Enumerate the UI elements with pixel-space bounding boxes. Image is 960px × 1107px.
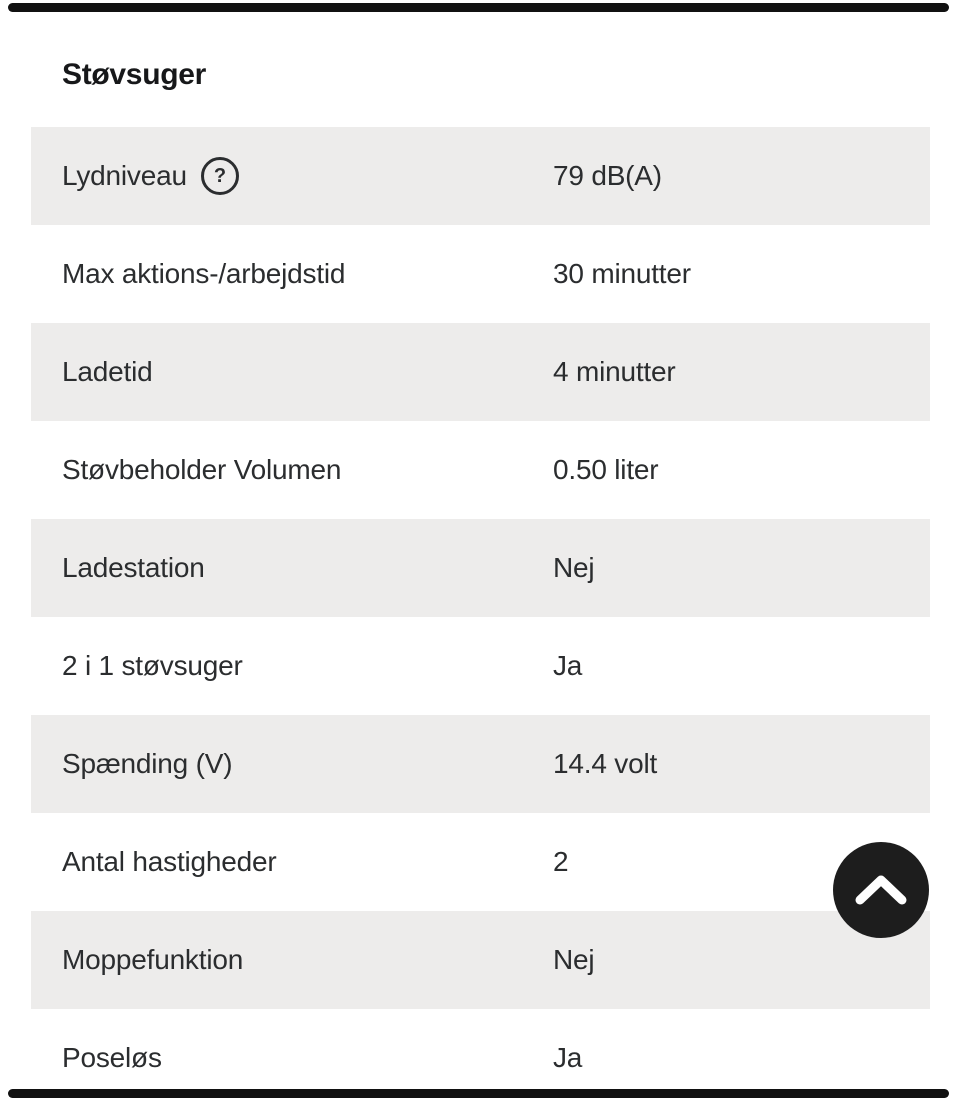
spec-value: 4 minutter [553, 356, 676, 387]
spec-value: 30 minutter [553, 258, 691, 289]
table-row [31, 813, 930, 911]
table-row [31, 225, 930, 323]
table-row [31, 421, 930, 519]
spec-value: 2 [553, 846, 569, 877]
spec-label [62, 846, 553, 878]
table-row [31, 519, 930, 617]
spec-label [62, 944, 553, 976]
spec-label-text: Poseløs [62, 1042, 162, 1073]
spec-label-text: Max aktions-/arbejdstid [62, 258, 346, 289]
spec-value: Nej [553, 552, 595, 583]
spec-label [62, 454, 553, 486]
spec-value: Ja [553, 650, 583, 681]
table-row [31, 911, 930, 1009]
spec-value: Nej [553, 944, 595, 975]
spec-value: 0.50 liter [553, 454, 659, 485]
spec-label [62, 1042, 553, 1074]
spec-label-text: Antal hastigheder [62, 846, 277, 877]
spec-label [62, 748, 553, 780]
spec-label-text: Ladetid [62, 356, 153, 387]
spec-label [62, 258, 553, 290]
specs-section [31, 0, 930, 1107]
spec-table [31, 127, 930, 1107]
spec-label-text: Støvbeholder Volumen [62, 454, 342, 485]
table-row [31, 715, 930, 813]
spec-label-text: Lydniveau [62, 160, 187, 191]
spec-label-text: Spænding (V) [62, 748, 233, 779]
spec-label-text: Moppefunktion [62, 944, 244, 975]
spec-value: Ja [553, 1042, 583, 1073]
spec-label-text: Ladestation [62, 552, 205, 583]
question-mark-circle-icon[interactable]: ? [201, 157, 239, 195]
section-title: Støvsuger [62, 58, 207, 91]
table-row [31, 127, 930, 225]
spec-value: 79 dB(A) [553, 160, 662, 191]
spec-label [62, 356, 553, 388]
spec-label [62, 552, 553, 584]
bottom-divider-bar [8, 1089, 949, 1098]
chevron-up-icon [853, 873, 909, 907]
table-row [31, 323, 930, 421]
spec-value: 14.4 volt [553, 748, 658, 779]
table-row [31, 617, 930, 715]
spec-label [62, 650, 553, 682]
spec-label-text: 2 i 1 støvsuger [62, 650, 243, 681]
spec-label [62, 157, 553, 195]
scroll-to-top-button[interactable] [833, 842, 929, 938]
